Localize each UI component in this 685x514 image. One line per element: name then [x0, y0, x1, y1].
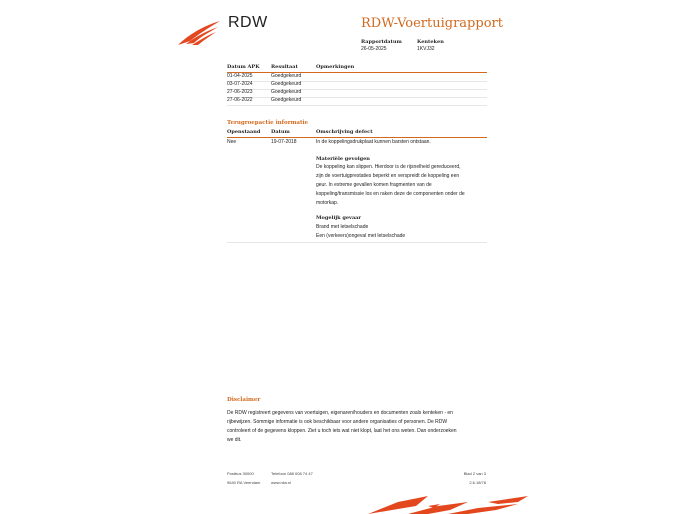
apk-col-remarks: Opmerkingen — [316, 64, 355, 70]
apk-header-rule — [227, 72, 487, 73]
apk-row-divider — [227, 97, 487, 98]
kenteken-label: Kenteken — [417, 39, 444, 45]
footer-page: Blad 2 van 3 — [463, 471, 486, 476]
recall-col-date: Datum — [271, 129, 290, 135]
recall-bottom-rule — [227, 242, 487, 243]
disclaimer-line: rijbewijzen. Sommige informatie is ook beschikbaar voor andere organisaties of personen. De RDW — [227, 419, 448, 425]
disclaimer-line: we dit. — [227, 437, 242, 443]
disclaimer-line: controleert of de gegevens kloppen. Ziet u toch iets wat niet klopt, laat het ons weten. Dan onderzoeken — [227, 428, 457, 434]
gevaar-line: Een (verkeers)ongeval met letselschade — [316, 233, 406, 239]
rdw-logo-icon — [176, 18, 224, 48]
apk-row-divider — [227, 81, 487, 82]
apk-row-3-result: Goedgekeurd — [271, 97, 302, 103]
logo-text: RDW — [228, 14, 268, 31]
footer-website[interactable]: www.rdw.nl — [271, 480, 292, 485]
disclaimer-line: De RDW registreert gegevens van voertuigen, eigenaren/houders en documenten zoals kenteken - en — [227, 410, 453, 416]
apk-row-1-date: 03-07-2024 — [227, 81, 253, 87]
gevaar-title: Mogelijk gevaar — [316, 215, 362, 221]
report-title: RDW-Voertuigrapport — [361, 16, 503, 31]
gevolgen-title: Materiële gevolgen — [316, 156, 370, 162]
apk-col-result: Resultaat — [271, 64, 298, 70]
recall-col-open: Openstaand — [227, 129, 261, 135]
apk-row-divider — [227, 89, 487, 90]
recall-header-rule — [227, 137, 487, 138]
apk-row-3-date: 27-06-2022 — [227, 97, 253, 103]
apk-row-2-date: 27-06-2023 — [227, 89, 253, 95]
disclaimer-title: Disclaimer — [227, 397, 261, 403]
apk-row-divider — [227, 105, 487, 106]
recall-col-description: Omschrijving defect — [316, 129, 373, 135]
recall-date-value: 19-07-2018 — [271, 139, 297, 145]
apk-row-2-result: Goedgekeurd — [271, 89, 302, 95]
apk-row-0-date: 01-04-2025 — [227, 73, 253, 79]
gevolgen-line: zijn de voertuigprestaties beperkt en verspreidt de koppeling een — [316, 173, 460, 179]
recall-open-value: Nee — [227, 139, 237, 145]
apk-col-date: Datum APK — [227, 64, 260, 70]
apk-row-0-result: Goedgekeurd — [271, 73, 302, 79]
apk-row-1-result: Goedgekeurd — [271, 81, 302, 87]
recall-description-value: In de koppelingsdrukplaat kunnen barsten ontstaan. — [316, 139, 431, 145]
rapportdatum-label: Rapportdatum — [361, 39, 402, 45]
footer-postbus: Postbus 30000 — [227, 471, 254, 476]
decorative-stripes-icon — [368, 496, 528, 514]
footer-address: 9640 RA Veendam — [227, 480, 261, 485]
gevaar-line: Brand met letselschade — [316, 224, 369, 230]
kenteken-value: 1KVJ32 — [417, 46, 435, 52]
footer-phone: Telefoon 088 008 74 47 — [271, 471, 313, 476]
rapportdatum-value: 26-05-2025 — [361, 46, 387, 52]
gevolgen-line: motorkap. — [316, 200, 339, 206]
gevolgen-line: De koppeling kan slippen. Hierdoor is de rijsnelheid gereduceerd, — [316, 164, 461, 170]
recall-title: Terugroepactie informatie — [227, 120, 309, 126]
gevolgen-line: geur. In extreme gevallen komen fragmenten van de — [316, 182, 432, 188]
footer-code: 2.6.18/78 — [469, 480, 486, 485]
gevolgen-line: koppeling/transmissie los en raken deze de componenten onder de — [316, 191, 465, 197]
